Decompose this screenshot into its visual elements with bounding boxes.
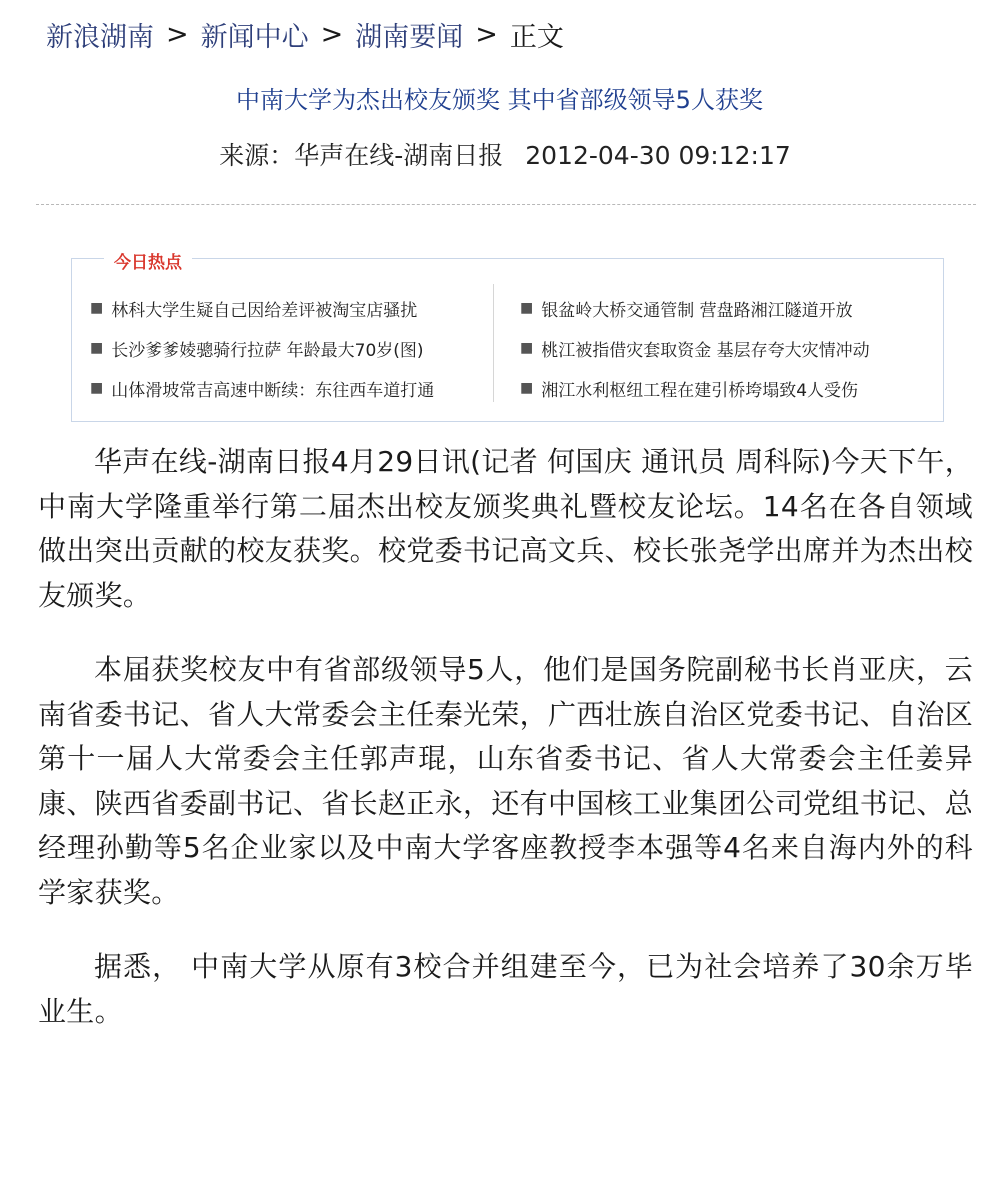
hot-news-right-column [520,288,870,408]
hot-news-link-text[interactable]: 银盆岭大桥交通管制 营盘路湘江隧道开放 [541,300,853,321]
breadcrumb-separator: > [320,18,344,50]
breadcrumb-separator: > [166,18,189,50]
breadcrumb-link-news-center[interactable]: 新闻中心 [200,21,309,53]
bullet-icon: ■ [520,300,534,316]
article-datetime: 2012-04-30 09:12:17 [525,141,791,170]
article-paragraph: 本届获奖校友中有省部级领导5人，他们是国务院副秘书长肖亚庆，云南省委书记、省人大常委会主任秦光荣，广西壮族自治区党委书记、自治区第十一届人大常委会主任郭声琨，山东省委书记、省人大常委会主任姜异康、陕西省委副书记、省长赵正永，还有中国核工业集团公司党组书记、总经理孙勤等5名企业家以及中南大学客座教授李本强等4名来自海内外的科学家获奖。 [38,653,973,909]
bullet-icon: ■ [520,380,534,396]
breadcrumb-link-hunan-news[interactable]: 湖南要闻 [355,21,464,53]
hot-news-link-text[interactable]: 林科大学生疑自己因给差评被淘宝店骚扰 [111,300,418,321]
breadcrumb-separator: > [475,18,498,50]
article-source: 来源：华声在线-湖南日报 [219,141,504,170]
breadcrumb-current: 正文 [509,21,564,53]
hot-news-link[interactable] [520,368,870,408]
hot-news-link[interactable] [520,288,870,328]
hot-news-link[interactable] [520,328,870,368]
hot-news-link-text[interactable]: 山体滑坡常吉高速中断续：东往西车道打通 [111,380,435,401]
hot-news-column-divider [493,284,494,402]
hot-news-link[interactable] [90,368,434,408]
article-title: 中南大学为杰出校友颁奖 其中省部级领导5人获奖 [236,86,763,114]
breadcrumb [46,14,564,54]
bullet-icon: ■ [90,300,104,316]
hot-news-link-text[interactable]: 桃江被指借灾套取资金 基层存夸大灾情冲动 [541,340,870,361]
article-body [38,440,973,1064]
hot-news-left-column [90,288,434,408]
article-meta [0,136,999,172]
article-paragraph: 华声在线-湖南日报4月29日讯(记者 何国庆 通讯员 周科际)今天下午，中南大学隆重举行第二届杰出校友颁奖典礼暨校友论坛。14名在各自领域做出突出贡献的校友获奖。校党委书记高文兵、校长张尧学出席并为杰出校友颁奖。 [38,445,973,612]
hot-news-link[interactable] [90,288,434,328]
bullet-icon: ■ [520,340,534,356]
hot-news-link-text[interactable]: 湘江水利枢纽工程在建引桥垮塌致4人受伤 [541,380,859,401]
bullet-icon: ■ [90,340,104,356]
breadcrumb-link-sina-hunan[interactable]: 新浪湖南 [46,21,154,53]
hot-news-heading: 今日热点 [104,248,192,273]
article-paragraph: 据悉， 中南大学从原有3校合并组建至今，已为社会培养了30余万毕业生。 [38,950,973,1028]
bullet-icon: ■ [90,380,104,396]
hot-news-link[interactable] [90,328,434,368]
hot-news-link-text[interactable]: 长沙爹爹婈骢骑行拉萨 年龄最大70岁(图) [111,340,424,361]
divider [36,204,976,205]
